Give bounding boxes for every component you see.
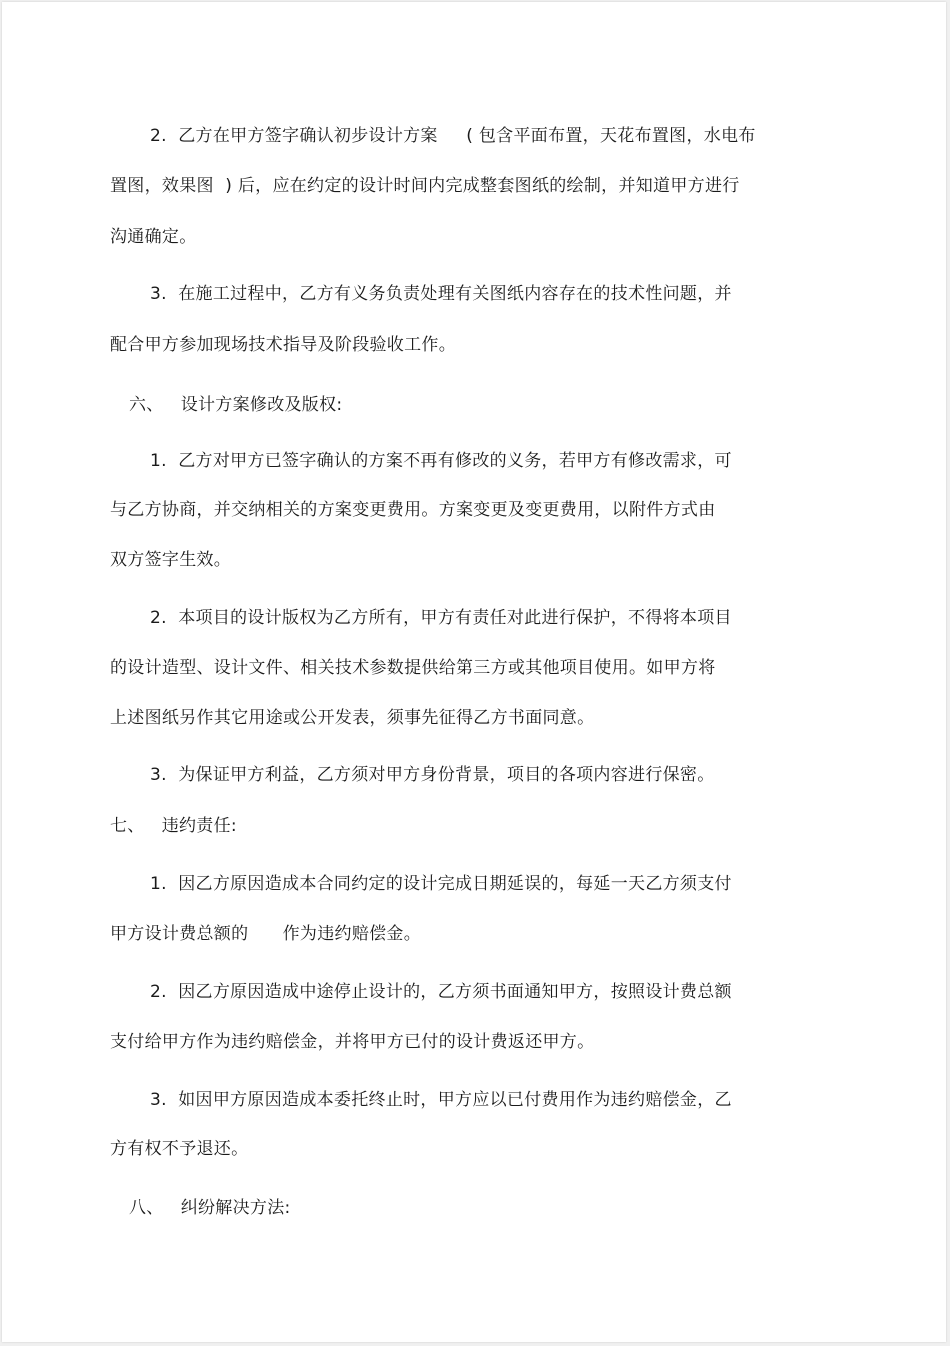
document-page (2, 2, 946, 1342)
text-line: 配合甲方参加现场技术指导及阶段验收工作。 (110, 335, 456, 355)
text-line: 1. 因乙方原因造成本合同约定的设计完成日期延误的，每延一天乙方须支付 (150, 874, 732, 894)
text-line: 上述图纸另作其它用途或公开发表，须事先征得乙方书面同意。 (110, 708, 595, 728)
text-line: 2. 乙方在甲方签字确认初步设计方案 ( 包含平面布置，天花布置图，水电布 (150, 126, 756, 146)
text-line: 3. 为保证甲方利益，乙方须对甲方身份背景，项目的各项内容进行保密。 (150, 765, 715, 785)
text-line: 3. 如因甲方原因造成本委托终止时，甲方应以已付费用作为违约赔偿金，乙 (150, 1090, 732, 1110)
text-line: 3. 在施工过程中，乙方有义务负责处理有关图纸内容存在的技术性问题，并 (150, 284, 732, 304)
text-line: 甲方设计费总额的 作为违约赔偿金。 (110, 924, 422, 944)
text-line: 的设计造型、设计文件、相关技术参数提供给第三方或其他项目使用。如甲方将 (110, 658, 716, 678)
section-heading: 八、 纠纷解决方法: (129, 1198, 291, 1218)
text-line: 1. 乙方对甲方已签字确认的方案不再有修改的义务，若甲方有修改需求，可 (150, 451, 732, 471)
text-line: 沟通确定。 (110, 227, 197, 247)
section-heading: 六、 设计方案修改及版权: (129, 395, 343, 415)
text-line: 支付给甲方作为违约赔偿金，并将甲方已付的设计费返还甲方。 (110, 1032, 595, 1052)
text-line: 方有权不予退还。 (110, 1139, 249, 1159)
text-line: 置图，效果图 ) 后，应在约定的设计时间内完成整套图纸的绘制，并知道甲方进行 (110, 176, 740, 196)
text-line: 2. 本项目的设计版权为乙方所有，甲方有责任对此进行保护，不得将本项目 (150, 608, 732, 628)
text-line: 双方签字生效。 (110, 550, 232, 570)
text-line: 2. 因乙方原因造成中途停止设计的，乙方须书面通知甲方，按照设计费总额 (150, 982, 732, 1002)
section-heading: 七、 违约责任: (110, 816, 237, 836)
text-line: 与乙方协商，并交纳相关的方案变更费用。方案变更及变更费用，以附件方式由 (110, 500, 716, 520)
